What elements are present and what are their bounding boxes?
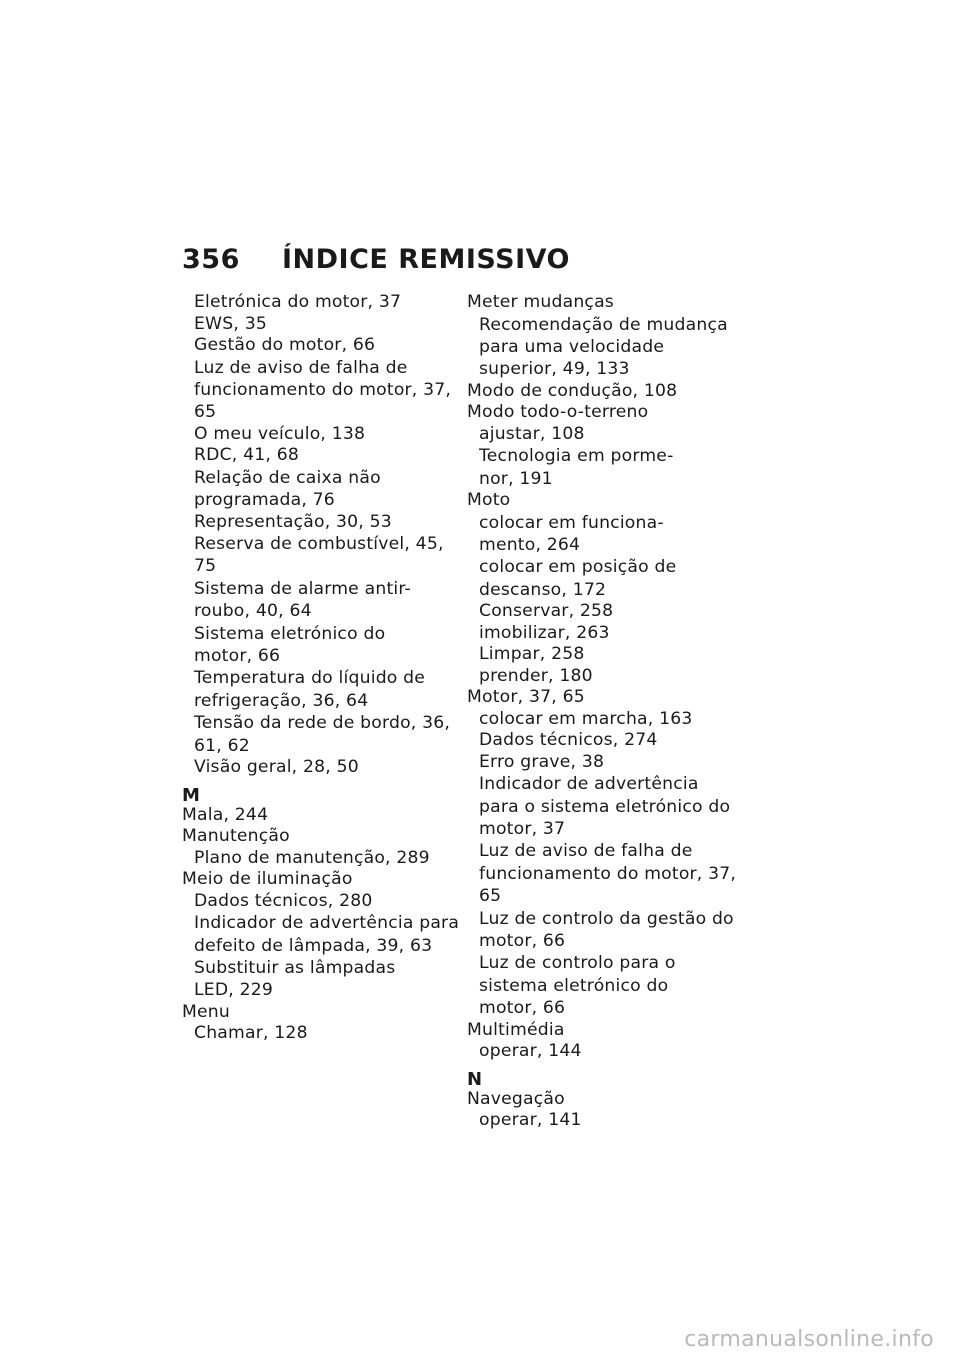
index-line: Tensão da rede de bordo, 36, [194, 713, 451, 734]
index-line: para uma velocidade [479, 336, 665, 357]
index-line: imobilizar, 263 [479, 622, 610, 643]
index-subentry [467, 424, 737, 446]
index-line: Meio de iluminação [182, 869, 353, 890]
page-header [182, 244, 570, 275]
index-subentry [467, 644, 737, 666]
index-line: Substituir as lâmpadas [194, 957, 396, 978]
index-line: Tecnologia em porme- [479, 446, 674, 467]
index-line: EWS, 35 [194, 313, 267, 334]
index-line: Chamar, 128 [194, 1023, 308, 1044]
index-subentry [467, 445, 737, 490]
index-subentry [467, 908, 737, 953]
index-line: Dados técnicos, 274 [479, 730, 658, 751]
index-line: Multimédia [467, 1019, 565, 1040]
index-subentry [467, 556, 737, 601]
index-subentry [182, 335, 462, 357]
index-line: Luz de aviso de falha de [194, 357, 408, 378]
index-entry [467, 490, 737, 512]
index-line: Indicador de advertência [479, 774, 699, 795]
index-subentry [467, 623, 737, 645]
index-subentry [467, 773, 737, 840]
index-line: Manutenção [182, 826, 290, 847]
index-line: defeito de lâmpada, 39, 63 [194, 935, 433, 956]
index-line: operar, 144 [479, 1041, 582, 1062]
index-subentry [182, 667, 462, 712]
index-line: programada, 76 [194, 490, 335, 511]
index-line: Luz de controlo da gestão do [479, 908, 734, 929]
index-subentry [182, 623, 462, 668]
index-line: Meter mudanças [467, 292, 614, 312]
index-line: LED, 229 [194, 980, 274, 1001]
index-subentry [467, 601, 737, 623]
index-line: ajustar, 108 [479, 423, 585, 444]
index-line: para o sistema eletrónico do [479, 796, 731, 817]
index-subentry [467, 512, 737, 557]
index-line: Luz de controlo para o [479, 953, 676, 974]
index-line: prender, 180 [479, 665, 593, 686]
index-line: Plano de manutenção, 289 [194, 847, 430, 868]
index-letter-heading [467, 1068, 737, 1090]
index-line: Indicador de advertência para [194, 913, 460, 934]
index-line: Visão geral, 28, 50 [194, 757, 359, 778]
index-line: motor, 66 [479, 998, 566, 1019]
index-line: refrigeração, 36, 64 [194, 690, 369, 711]
index-line: nor, 191 [479, 468, 553, 489]
index-entry [467, 402, 737, 424]
index-line: Mala, 244 [182, 804, 269, 825]
index-subentry [182, 757, 462, 779]
index-subentry [182, 912, 462, 957]
index-line: Gestão do motor, 66 [194, 335, 376, 355]
index-line: funcionamento do motor, 37, [194, 379, 452, 400]
index-entry [467, 381, 737, 403]
index-line: motor, 66 [479, 931, 566, 951]
index-line: colocar em posição de [479, 557, 677, 578]
index-subentry [182, 891, 462, 913]
index-entry [182, 805, 462, 827]
index-line: mento, 264 [479, 534, 581, 555]
index-line: sistema eletrónico do [479, 975, 669, 996]
index-subentry [182, 357, 462, 424]
index-line: Eletrónica do motor, 37 [194, 292, 402, 312]
index-subentry [182, 424, 462, 446]
index-subentry [467, 709, 737, 731]
index-line: Menu [182, 1001, 230, 1022]
index-line: Modo todo-o-terreno [467, 402, 649, 423]
index-line: Relação de caixa não [194, 467, 381, 488]
index-line: roubo, 40, 64 [194, 601, 312, 622]
index-line: Navegação [467, 1088, 565, 1109]
index-entry [467, 292, 737, 314]
index-subentry [182, 467, 462, 512]
index-entry [467, 1089, 737, 1111]
index-subentry [467, 840, 737, 907]
index-column-right [467, 292, 737, 1132]
index-line: 65 [194, 402, 217, 423]
index-subentry [467, 1110, 737, 1132]
index-subentry [182, 578, 462, 623]
index-line: RDC, 41, 68 [194, 445, 299, 466]
index-line: 75 [194, 556, 217, 577]
index-line: colocar em funciona- [479, 512, 664, 533]
index-line: descanso, 172 [479, 579, 607, 600]
index-line: Dados técnicos, 280 [194, 890, 373, 911]
index-subentry [467, 730, 737, 752]
index-entry [467, 1020, 737, 1042]
index-subentry [182, 1023, 462, 1045]
index-line: N [467, 1068, 483, 1090]
index-line: superior, 49, 133 [479, 359, 630, 380]
index-line: Motor, 37, 65 [467, 687, 585, 708]
index-subentry [182, 292, 462, 314]
index-subentry [182, 712, 462, 757]
index-entry [182, 1002, 462, 1024]
index-entry [182, 869, 462, 891]
index-line: M [182, 784, 200, 806]
watermark: carmanualsonline.info [684, 1327, 934, 1352]
index-line: Representação, 30, 53 [194, 511, 392, 532]
index-line: Moto [467, 490, 511, 511]
index-line: O meu veículo, 138 [194, 423, 366, 444]
index-line: Conservar, 258 [479, 601, 614, 622]
index-line: 65 [479, 886, 502, 907]
index-subentry [467, 666, 737, 688]
index-subentry [182, 957, 462, 1002]
index-subentry [467, 752, 737, 774]
page-title: ÍNDICE REMISSIVO [282, 244, 571, 275]
index-line: Modo de condução, 108 [467, 380, 678, 401]
index-entry [467, 687, 737, 709]
index-line: Temperatura do líquido de [194, 668, 426, 689]
index-line: 61, 62 [194, 735, 250, 756]
page-number: 356 [182, 244, 240, 275]
index-subentry [182, 512, 462, 534]
index-subentry [467, 952, 737, 1019]
index-line: Sistema eletrónico do [194, 623, 386, 644]
index-line: motor, 66 [194, 646, 281, 667]
index-line: colocar em marcha, 163 [479, 708, 693, 729]
index-line: Erro grave, 38 [479, 751, 605, 772]
index-line: funcionamento do motor, 37, [479, 863, 737, 884]
index-subentry [182, 848, 462, 870]
index-subentry [182, 533, 462, 578]
index-line: Sistema de alarme antir- [194, 578, 411, 599]
index-line: motor, 37 [479, 818, 566, 839]
index-line: Reserva de combustível, 45, [194, 534, 444, 555]
index-line: Recomendação de mudança [479, 314, 728, 335]
index-letter-heading [182, 784, 462, 806]
index-subentry [467, 1041, 737, 1063]
index-subentry [182, 314, 462, 336]
index-subentry [467, 314, 737, 381]
index-line: operar, 141 [479, 1110, 582, 1131]
index-column-left [182, 292, 462, 1045]
index-line: Limpar, 258 [479, 644, 585, 665]
index-subentry [182, 445, 462, 467]
index-line: Luz de aviso de falha de [479, 841, 693, 862]
index-entry [182, 826, 462, 848]
